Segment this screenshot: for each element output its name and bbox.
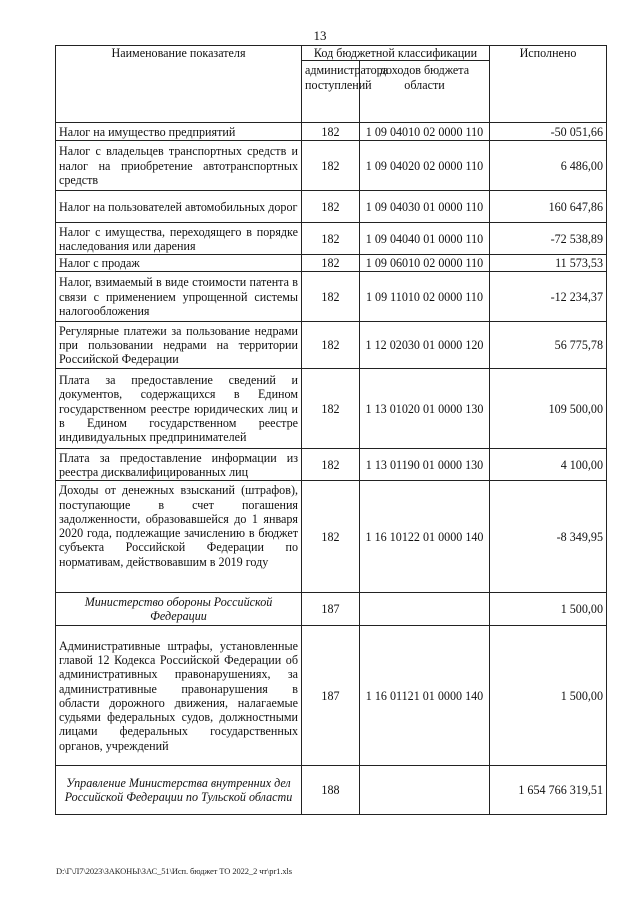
row-code: 1 13 01020 01 0000 130 [360,369,490,449]
table-row [56,626,607,766]
row-admin: 188 [302,766,360,815]
row-code [360,766,490,815]
row-code: 1 09 06010 02 0000 110 [360,255,490,272]
table-row [56,481,607,593]
row-admin: 182 [302,255,360,272]
table-row [56,141,607,191]
row-sum: 11 573,53 [490,255,607,272]
row-admin: 182 [302,191,360,223]
row-sum: 4 100,00 [490,449,607,481]
row-name: Налог на имущество предприятий [56,123,302,141]
row-admin: 182 [302,481,360,593]
page-number: 13 [313,28,327,43]
row-code: 1 09 04040 01 0000 110 [360,223,490,255]
row-admin: 182 [302,123,360,141]
row-name: Регулярные платежи за пользование недрами при пользовании недрами на территории Российской Федерации [56,322,302,369]
section-name: Министерство обороны Российской Федерации [56,593,302,626]
row-admin: 182 [302,223,360,255]
section-name: Управление Министерства внутренних дел Российской Федерации по Тульской области [56,766,302,815]
table-row [56,123,607,141]
row-code: 1 12 02030 01 0000 120 [360,322,490,369]
table-row [56,322,607,369]
table-row-section [56,766,607,815]
row-sum: 6 486,00 [490,141,607,191]
row-sum: -8 349,95 [490,481,607,593]
row-name: Плата за предоставление сведений и документов, содержащихся в Едином государственном реестре юридических лиц и в Едином государственном реестре индивидуальных предпринимателей [56,369,302,449]
row-admin: 187 [302,593,360,626]
row-code: 1 09 11010 02 0000 110 [360,272,490,322]
row-name: Административные штрафы, установленные главой 12 Кодекса Российской Федерации об административных правонарушениях, за административные правонарушения в области дорожного движения, налагаемые судьями федеральных судов, должностными лицами федеральных государственных органов, учреждений [56,626,302,766]
row-name: Налог с владельцев транспортных средств и налог на приобретение автотранспортных средств [56,141,302,191]
row-admin: 182 [302,369,360,449]
table-row [56,449,607,481]
row-admin: 182 [302,449,360,481]
row-sum: 1 500,00 [490,626,607,766]
table-row [56,255,607,272]
row-code [360,593,490,626]
header-code-group: Код бюджетной классификации [302,46,490,61]
row-name: Налог на пользователей автомобильных дорог [56,191,302,223]
row-admin: 187 [302,626,360,766]
row-admin: 182 [302,322,360,369]
row-sum: -50 051,66 [490,123,607,141]
row-sum: 1 654 766 319,51 [490,766,607,815]
row-name: Доходы от денежных взысканий (штрафов), поступающие в счет погашения задолженности, образовавшейся до 1 января 2020 года, подлежащие зачислению в бюджет субъекта Российской Федерации по нормативам, действовавшим в 2019 году [56,481,302,593]
row-name: Плата за предоставление информации из реестра дисквалифицированных лиц [56,449,302,481]
file-path-footer: D:\Г\Л7\2023\ЗАКОНЫ\ЗАС_51\Исп. бюджет ТО 2022_2 чт\pr1.xls [56,866,292,876]
table-row [56,272,607,322]
row-name: Налог с продаж [56,255,302,272]
row-code: 1 09 04020 02 0000 110 [360,141,490,191]
row-name: Налог, взимаемый в виде стоимости патента в связи с применением упрощенной системы налогообложения [56,272,302,322]
header-executed: Исполнено [490,46,607,123]
row-sum: -72 538,89 [490,223,607,255]
row-sum: 160 647,86 [490,191,607,223]
table-row [56,369,607,449]
row-sum: -12 234,37 [490,272,607,322]
table-row-section [56,593,607,626]
row-code: 1 16 01121 01 0000 140 [360,626,490,766]
revenue-table [55,45,607,815]
table-row [56,223,607,255]
header-admin: администратора поступлений [302,61,360,123]
row-code: 1 16 10122 01 0000 140 [360,481,490,593]
row-code: 1 09 04010 02 0000 110 [360,123,490,141]
row-sum: 109 500,00 [490,369,607,449]
row-admin: 182 [302,272,360,322]
row-sum: 56 775,78 [490,322,607,369]
row-code: 1 13 01190 01 0000 130 [360,449,490,481]
table-row [56,191,607,223]
row-code: 1 09 04030 01 0000 110 [360,191,490,223]
row-sum: 1 500,00 [490,593,607,626]
row-admin: 182 [302,141,360,191]
header-revenue: доходов бюджета области [360,61,490,123]
row-name: Налог с имущества, переходящего в порядке наследования или дарения [56,223,302,255]
header-name: Наименование показателя [56,46,302,123]
